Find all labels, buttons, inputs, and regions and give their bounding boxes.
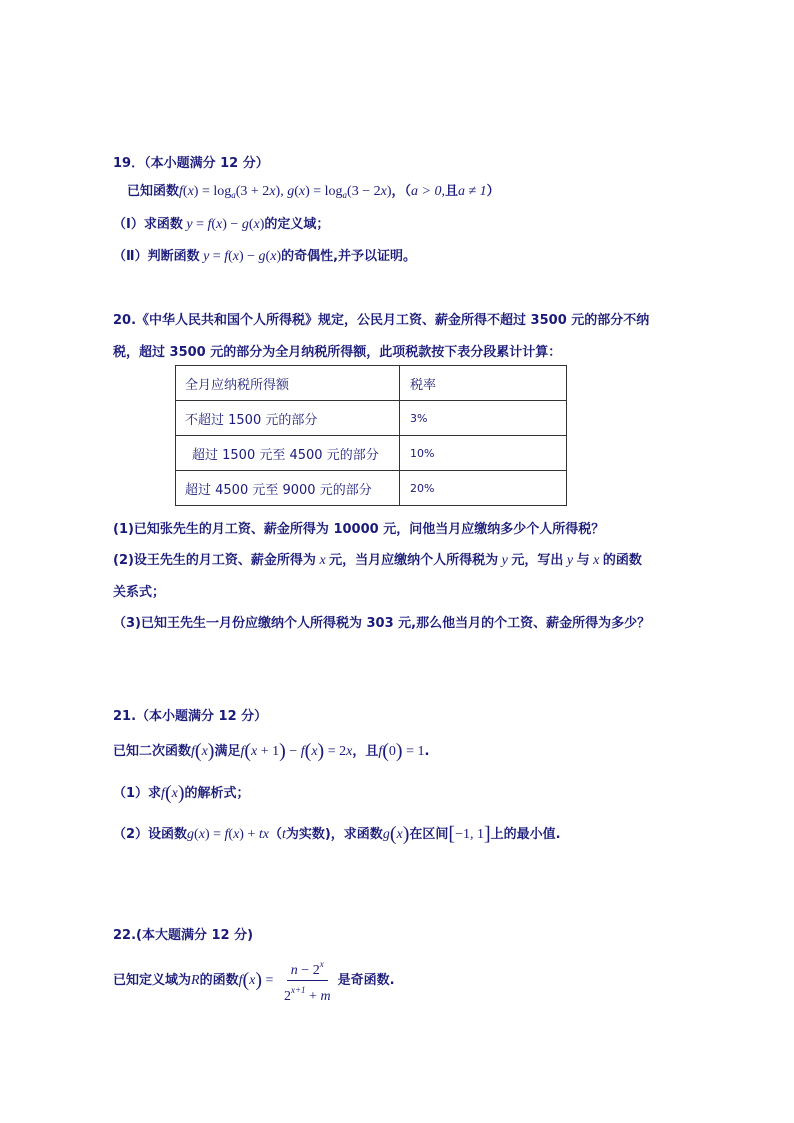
q20-line1: 20.《中华人民共和国个人所得税》规定，公民月工资、薪金所得不超过 3500 元的部分不纳	[113, 313, 650, 328]
q21-intro: 已知二次函数f(x)满足f(x + 1) − f(x) = 2x，且f(0) = 1.	[113, 740, 430, 762]
table-row	[176, 436, 567, 471]
q22-fraction: $\frac{n - 2^x}{2^{x+1} + m}$	[280, 956, 335, 1005]
q19-title: 19．（本小题满分 12 分）	[113, 156, 269, 171]
q21-part1: （1）求f(x)的解析式；	[113, 782, 250, 804]
header-tax-rate: 税率	[400, 366, 567, 401]
table-cell-bracket: 超过 4500 元至 9000 元的部分	[176, 471, 400, 506]
q21-title: 21.（本小题满分 12 分）	[113, 709, 268, 724]
tax-rate-table	[175, 365, 567, 506]
q20-part2: (2)设王先生的月工资、薪金所得为 x 元，当月应缴纳个人所得税为 y 元，写出 y 与 x 的函数	[113, 553, 642, 568]
table-cell-bracket: 不超过 1500 元的部分	[176, 401, 400, 436]
q19-formula: $f(x) = \log_a(3 + 2x)$, $g(x) = \log_a(3 - 2x)$	[179, 184, 392, 200]
table-cell-rate: 10%	[400, 436, 567, 471]
table-row	[176, 401, 567, 436]
q20-part3: （3)已知王先生一月份应缴纳个人所得税为 303 元,那么他当月的个工资、薪金所得为多少？	[113, 616, 651, 631]
table-cell-rate: 3%	[400, 401, 567, 436]
header-taxable-income: 全月应纳税所得额	[176, 366, 400, 401]
q22-title: 22.(本大题满分 12 分)	[113, 928, 254, 943]
table-cell-rate: 20%	[400, 471, 567, 506]
q19-part1: （Ⅰ）求函数 y = f(x) − g(x)的定义域；	[113, 217, 330, 232]
q19-part2: （Ⅱ）判断函数 y = f(x) − g(x)的奇偶性,并予以证明。	[113, 249, 417, 264]
table-cell-bracket: 超过 1500 元至 4500 元的部分	[176, 436, 400, 471]
q22-intro: 已知定义域为R的函数f(x) = $\frac{n - 2^x}{2^{x+1} + m}$ 是奇函数.	[113, 956, 395, 1005]
q20-line2: 税，超过 3500 元的部分为全月纳税所得额，此项税款按下表分段累计计算：	[113, 345, 562, 360]
table-header-row	[176, 366, 567, 401]
table-row	[176, 471, 567, 506]
q21-part2: （2）设函数g(x) = f(x) + tx（t为实数)，求函数g(x)在区间[−1, 1]上的最小值.	[113, 823, 561, 845]
q20-part2-line2: 关系式；	[113, 585, 166, 600]
q19-intro: 已知函数$f(x) = \log_a(3 + 2x)$, $g(x) = \log_a(3 - 2x)$，（a > 0,且a ≠ 1）	[127, 184, 500, 200]
q20-part1: (1)已知张先生的月工资、薪金所得为 10000 元，问他当月应缴纳多少个人所得税？	[113, 522, 605, 537]
